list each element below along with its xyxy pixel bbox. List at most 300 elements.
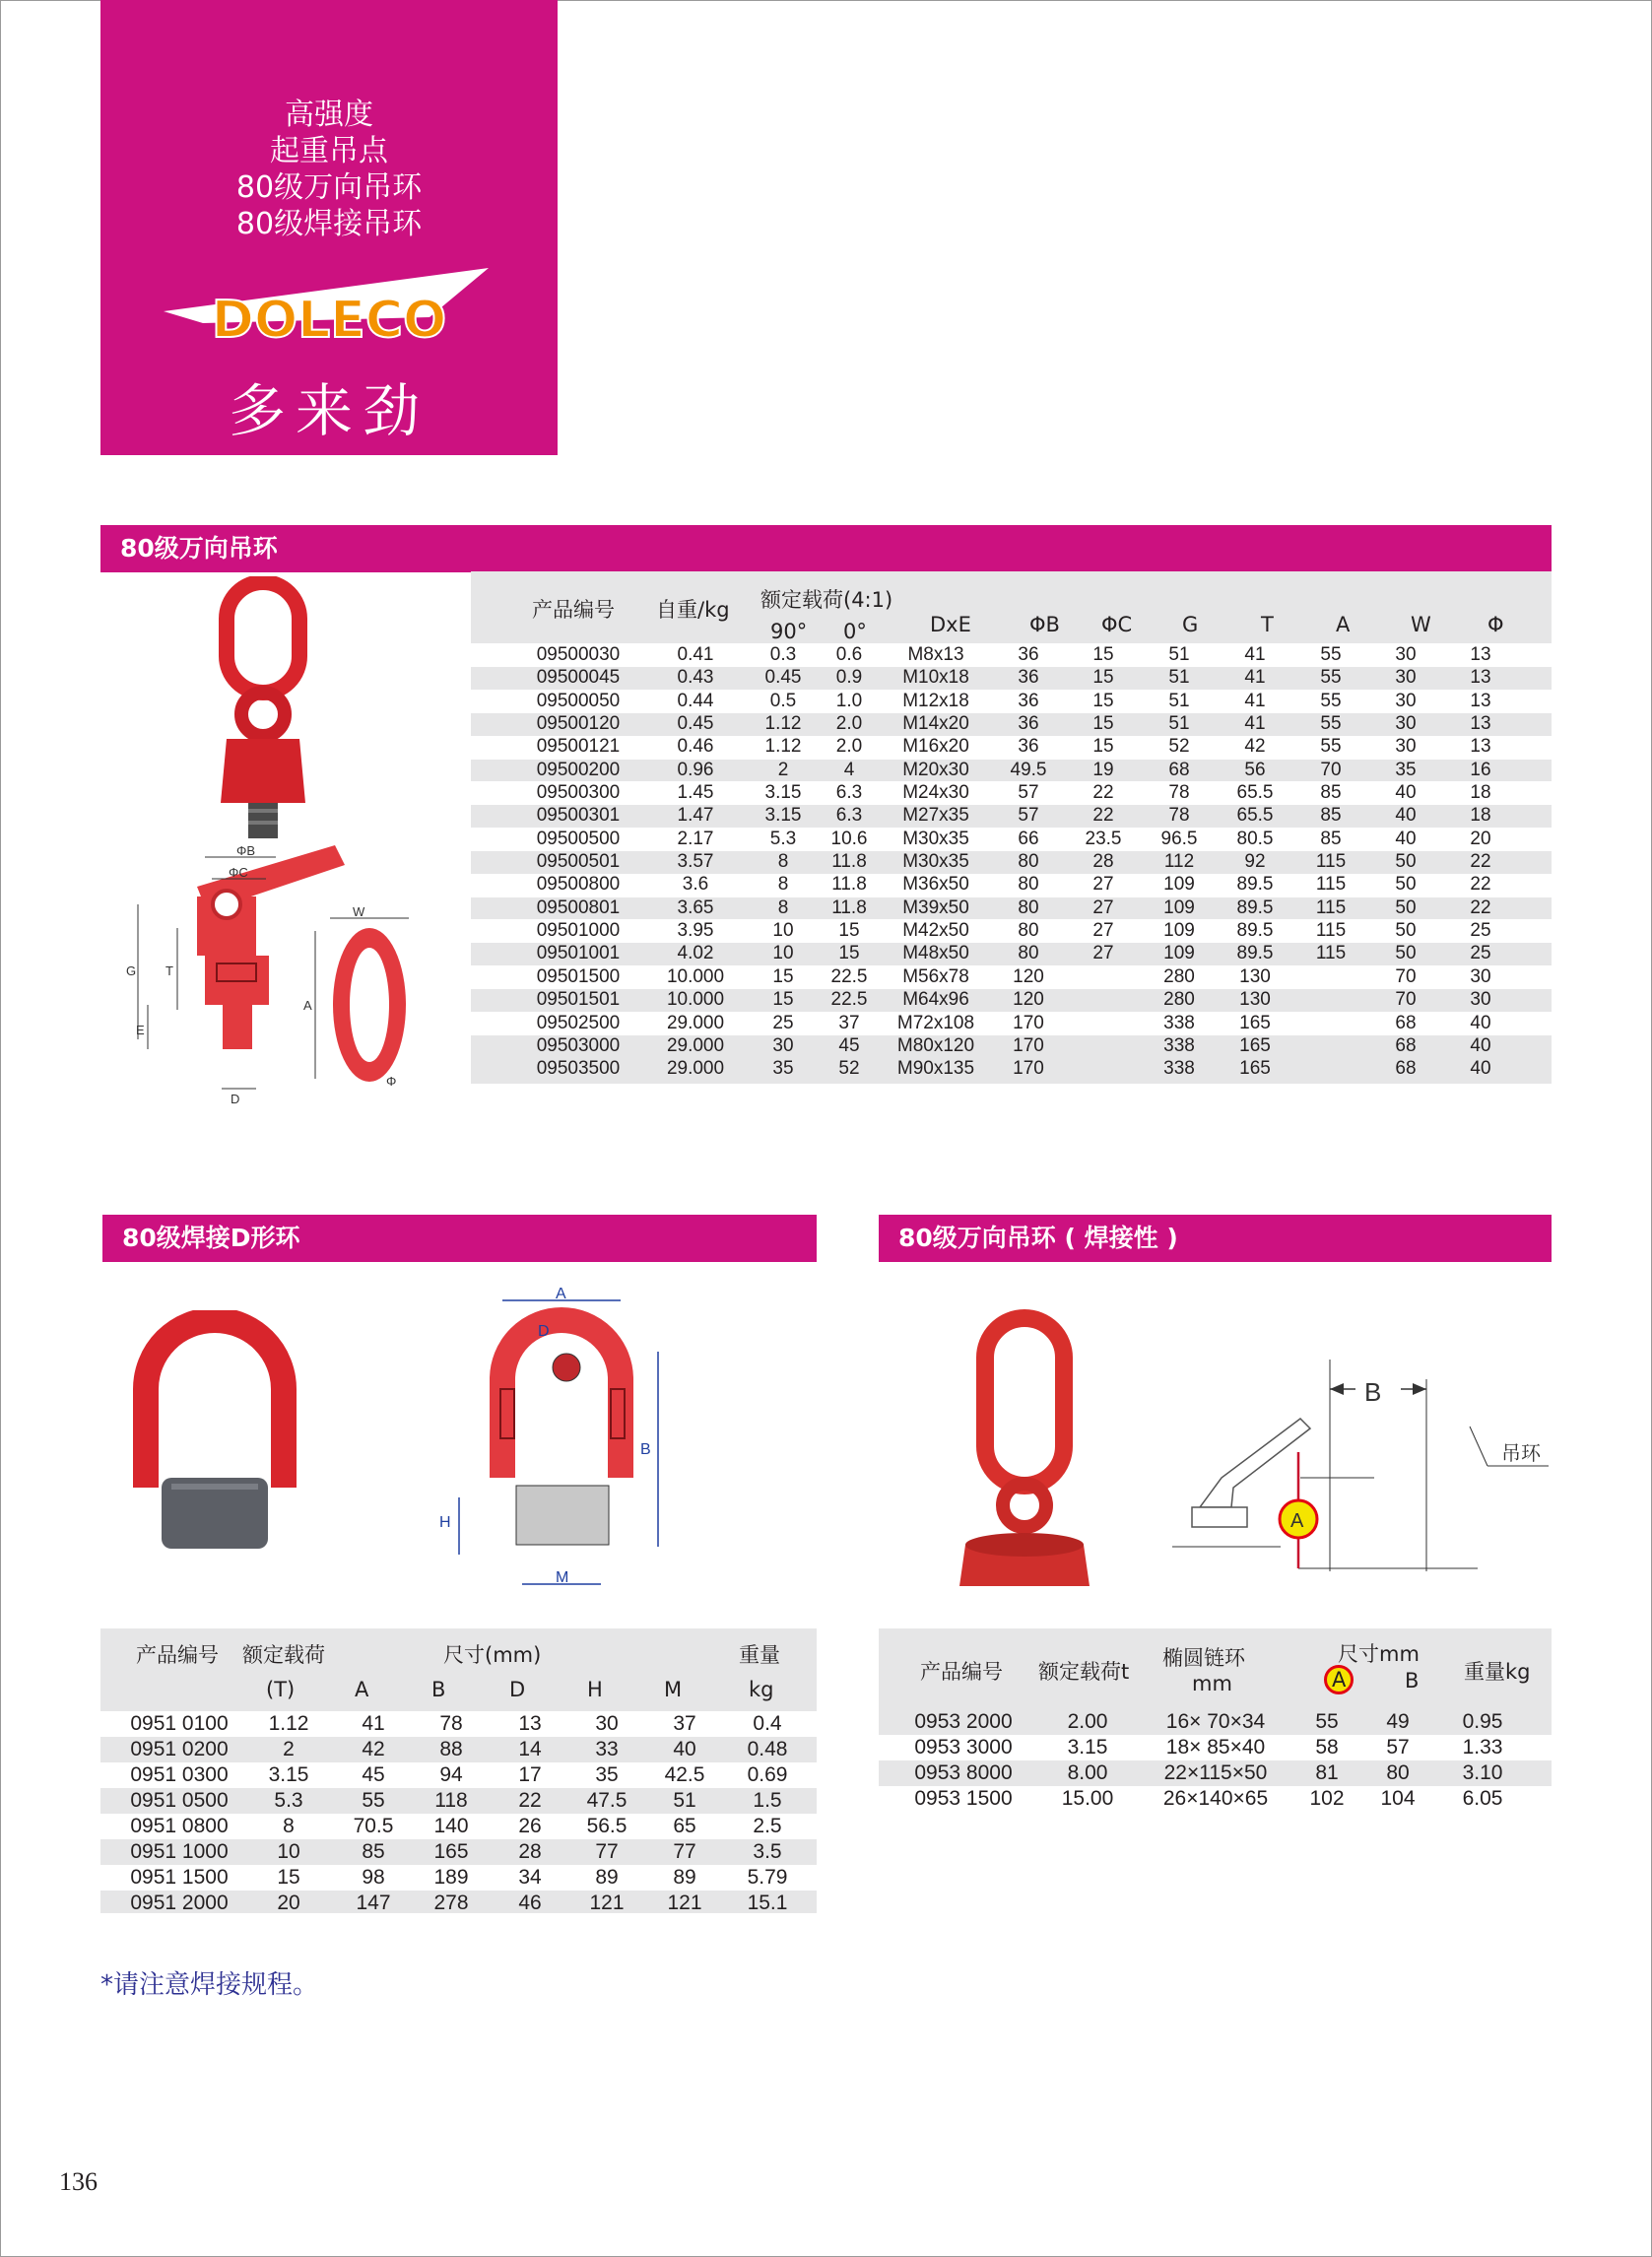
table-cell: 0953 2000 [914,1710,1013,1733]
table-cell: 8 [283,1815,295,1837]
table-cell: 34 [518,1866,542,1889]
table-cell: 15 [277,1866,300,1889]
table-cell: 13 [1470,644,1491,665]
table-cell: 35 [772,1058,794,1080]
table-cell: 120 [1013,989,1044,1011]
t3-header-chain-unit: mm [1192,1672,1232,1695]
table-cell: 0951 1000 [130,1840,229,1863]
table-cell: 68 [1395,1058,1417,1080]
table-cell: 13 [1470,713,1491,735]
label-a: A [556,1286,566,1302]
table-cell: M56x78 [902,965,969,987]
table-cell: 80 [1386,1761,1410,1784]
table-cell: 55 [1320,690,1342,711]
table-cell: 109 [1163,943,1195,964]
table-cell: 115 [1315,874,1347,896]
table-cell: 56.5 [586,1815,628,1837]
table-cell: 52 [838,1058,860,1080]
t2-header-size: 尺寸(mm) [443,1643,542,1667]
table-cell: M36x50 [902,874,969,896]
table-cell: 36 [1018,690,1039,711]
table-cell: 0.46 [677,736,714,758]
table-cell: 0.69 [747,1763,788,1786]
table-cell: 2.00 [1067,1710,1108,1733]
table-cell: 68 [1395,1012,1417,1033]
section-title-bar: 80级万向吊环 ( 焊接性 ) [879,1215,1552,1262]
t2-header-weight: 重量 [739,1643,780,1667]
table-cell [1064,1012,1143,1034]
table-cell: 85 [1320,782,1342,804]
swivel-hoist-ring-photo [209,576,317,857]
table-cell: 42 [362,1738,385,1760]
table-cell: 10 [772,920,794,942]
table-cell: 09503500 [536,1058,621,1080]
table-cell: 22×115×50 [1163,1761,1268,1784]
table-cell: 3.15 [268,1763,309,1786]
table-cell: 30 [772,1034,794,1056]
t3-header-code: 产品编号 [920,1660,1003,1684]
table-cell: 130 [1239,965,1271,987]
table-cell: 0.5 [769,690,797,711]
table-cell: 65.5 [1236,805,1274,827]
table-cell: M90x135 [896,1058,975,1080]
table-row [512,1012,1517,1034]
table-cell: 09502500 [536,1012,621,1033]
table-cell: 20 [1470,828,1491,849]
table-cell: 0953 8000 [914,1761,1013,1784]
table-row [118,1788,812,1814]
table-cell: 78 [439,1712,463,1735]
t1-header-90: 90° [770,620,808,643]
table-cell [1064,1057,1143,1080]
table-row [512,690,1517,712]
table-cell: 2 [777,759,789,780]
d-ring-technical-drawing [433,1281,670,1601]
table-cell: 55 [1320,736,1342,758]
table-cell: 36 [1018,644,1039,665]
table-cell: 18 [1470,805,1491,827]
table-cell: M10x18 [902,667,969,689]
table-cell: 121 [667,1892,702,1914]
table-cell: 51 [1168,644,1190,665]
table-cell: 1.5 [753,1789,782,1812]
table-cell: 0951 0500 [130,1789,229,1812]
table-cell: 4 [843,759,855,780]
table-cell: 0953 3000 [914,1736,1013,1759]
table-cell: 09500801 [536,896,621,918]
table-cell: 09501500 [536,965,621,987]
table-cell: 0.45 [677,713,714,735]
table-cell: 09500030 [536,644,621,665]
label-h: H [439,1514,451,1531]
table-cell: 0951 1500 [130,1866,229,1889]
table-cell: M16x20 [902,736,969,758]
table-cell: 10 [772,943,794,964]
table-cell: M48x50 [902,943,969,964]
label-g: G [126,963,137,978]
table-cell: 8 [777,874,789,896]
table-cell: 57 [1018,782,1039,804]
table-cell: 58 [1315,1736,1339,1759]
table-cell: 0.48 [747,1738,788,1760]
table-cell: 30 [1470,965,1491,987]
table-cell: 77 [595,1840,619,1863]
table-cell: 2.0 [835,736,863,758]
hero-line: 起重吊点 [270,134,388,168]
table-cell: 30 [1395,667,1417,689]
table-row [512,965,1517,988]
table-cell: 13 [1470,736,1491,758]
table-cell: 15 [838,920,860,942]
table-cell: 0.95 [1462,1710,1503,1733]
table-cell: 338 [1163,1012,1195,1033]
table-row [512,735,1517,758]
table-cell: 26×140×65 [1162,1787,1269,1810]
table-cell: M8x13 [907,644,964,665]
label-b: B [640,1441,651,1458]
table-row [118,1711,812,1737]
label-a: A [1290,1510,1304,1532]
table-cell: 80 [1018,943,1039,964]
table-cell: 0.41 [677,644,714,665]
hero-line: 高强度 [285,98,373,132]
table-cell: 85 [362,1840,385,1863]
table-cell: 13 [1470,690,1491,711]
label-m: M [556,1569,569,1586]
table-cell: 130 [1239,989,1271,1011]
table-cell: 92 [1244,851,1266,873]
table-cell: 09500200 [536,759,621,780]
table-cell [1294,965,1367,988]
table-cell: 26 [518,1815,542,1837]
table-row [512,643,1517,666]
t2-header-code: 产品编号 [136,1643,219,1667]
table-cell: 85 [1320,828,1342,849]
table-cell: 22.5 [830,965,868,987]
table-cell: 09501501 [536,989,621,1011]
table-row [118,1891,812,1916]
table-cell: 40 [1470,1058,1491,1080]
swivel-technical-drawing [118,837,433,1128]
table-cell: M42x50 [902,920,969,942]
table-cell: 22 [1092,782,1114,804]
table-cell: 118 [434,1789,468,1812]
table-cell: 16× 70×34 [1165,1710,1266,1733]
table-cell: 115 [1315,920,1347,942]
table-cell: 35 [595,1763,619,1786]
label-w: W [353,904,365,919]
table-cell: 112 [1163,851,1195,873]
table-cell: 170 [1013,1034,1044,1056]
t2-header-b: B [431,1678,446,1701]
table-cell: 10.000 [666,989,725,1011]
table-cell: 51 [673,1789,696,1812]
table-row [896,1786,1537,1812]
table-row [512,712,1517,735]
table-cell [1294,1057,1367,1080]
table-cell: 45 [362,1763,385,1786]
table-cell: 41 [1244,667,1266,689]
table-row [512,942,1517,964]
table-row [118,1737,812,1762]
table-row [512,666,1517,689]
t1-header-code: 产品编号 [532,598,615,622]
table-cell: 41 [1244,690,1266,711]
table-cell: 30 [1395,736,1417,758]
label-d: D [538,1323,550,1340]
table-cell: 8.00 [1067,1761,1108,1784]
t2-header-m: M [664,1678,683,1701]
t3-header-weight: 重量kg [1464,1660,1531,1684]
table-cell: M39x50 [902,896,969,918]
table-cell: 189 [433,1866,469,1889]
table-cell: 42.5 [664,1763,705,1786]
table-cell: 78 [1168,782,1190,804]
table-cell: 1.12 [764,736,802,758]
table-cell: 89.5 [1236,874,1274,896]
table-cell: 09501001 [536,943,621,964]
table-cell: 33 [595,1738,619,1760]
table-cell: 165 [1239,1012,1271,1033]
table-cell: 70 [1320,759,1342,780]
table-cell: 57 [1386,1736,1410,1759]
table-cell: 0.3 [769,644,797,665]
table-cell: 41 [1244,713,1266,735]
table-cell: 0.96 [677,759,714,780]
table-cell: 40 [673,1738,696,1760]
table-cell: 51 [1168,667,1190,689]
table-cell [1064,1034,1143,1057]
table-cell: 50 [1395,874,1417,896]
table-cell: 6.3 [835,782,863,804]
table-cell: 47.5 [586,1789,628,1812]
table-cell: 40 [1395,828,1417,849]
weldable-swivel-technical-drawing [1162,1350,1556,1581]
table-cell: 68 [1395,1034,1417,1056]
table-cell: 28 [1092,851,1114,873]
table-cell: 80 [1018,874,1039,896]
t3-header-chain: 椭圆链环 [1162,1646,1245,1670]
table-cell [1294,1034,1367,1057]
table-cell: 70 [1395,989,1417,1011]
table-cell: 0.44 [677,690,714,711]
table-cell: 1.0 [835,690,863,711]
table-cell: 09500501 [536,851,621,873]
table-cell: 50 [1395,943,1417,964]
table-cell: 40 [1395,805,1417,827]
table-cell: 15 [1092,713,1114,735]
table-cell: 170 [1013,1012,1044,1033]
t1-header-0: 0° [843,620,867,643]
table-cell: 0.6 [835,644,863,665]
table-cell: 55 [1315,1710,1339,1733]
table-cell: 29.000 [666,1058,725,1080]
table-row [118,1865,812,1891]
table-cell: 1.45 [677,782,714,804]
table-cell: 65 [673,1815,696,1837]
table-cell: 09503000 [536,1034,621,1056]
table-cell: 29.000 [666,1012,725,1033]
table-cell: 5.3 [769,828,797,849]
table-cell: 37 [838,1012,860,1033]
table-row [896,1709,1537,1735]
table-cell: 5.3 [274,1789,303,1812]
t2-header-load: 额定载荷 [242,1643,325,1667]
table-cell: 0953 1500 [914,1787,1013,1810]
table-cell: 109 [1163,896,1195,918]
table-cell: 40 [1470,1034,1491,1056]
table-cell: 15 [1092,690,1114,711]
weldable-swivel-ring-photo [946,1308,1103,1599]
swivel-ring-table [512,643,1517,1081]
table-cell: M12x18 [902,690,969,711]
label-d: D [231,1092,240,1106]
table-cell: 09500050 [536,690,621,711]
table-cell: 1.12 [268,1712,309,1735]
table-cell: 115 [1315,851,1347,873]
table-cell: 77 [673,1840,696,1863]
table-cell: 49 [1386,1710,1410,1733]
table-cell: 50 [1395,851,1417,873]
section-title-bar: 80级万向吊环 [100,525,1552,572]
table-cell: 15 [772,989,794,1011]
table-row [512,1057,1517,1080]
table-cell: 23.5 [1085,828,1122,849]
table-cell: 338 [1163,1034,1195,1056]
table-cell: 09500500 [536,828,621,849]
t1-header-load: 额定载荷(4:1) [760,588,893,612]
table-cell: 52 [1168,736,1190,758]
table-cell: M14x20 [902,713,969,735]
table-cell: 09500300 [536,782,621,804]
table-cell: 0.9 [835,667,863,689]
label-ring: 吊环 [1501,1443,1541,1465]
table-cell: 1.33 [1462,1736,1503,1759]
table-cell: 55 [1320,667,1342,689]
weldable-swivel-table [896,1709,1537,1812]
table-cell: 121 [589,1892,625,1914]
table-cell: 6.05 [1462,1787,1503,1810]
table-cell: 89 [595,1866,619,1889]
table-cell: 89.5 [1236,920,1274,942]
table-cell: 10 [277,1840,300,1863]
label-b: B [1364,1377,1382,1407]
table-cell: 0951 0300 [130,1763,229,1786]
table-cell: 22 [518,1789,542,1812]
table-cell: 09500301 [536,805,621,827]
table-cell: 13 [1470,667,1491,689]
table-cell: 8 [777,896,789,918]
table-cell: 0951 0100 [130,1712,229,1735]
t2-header-kg: kg [749,1678,774,1701]
d-ring-table [118,1711,812,1916]
table-cell: M20x30 [902,759,969,780]
table-cell: 89 [673,1866,696,1889]
table-cell: 88 [439,1738,463,1760]
table-cell: 30 [595,1712,619,1735]
table-cell: 55 [362,1789,385,1812]
table-cell [1064,965,1143,988]
table-cell: 25 [1470,943,1491,964]
table-cell: 80 [1018,896,1039,918]
t2-header-h: H [587,1678,603,1701]
t1-header-weight: 自重/kg [656,598,730,622]
table-cell: 17 [518,1763,542,1786]
table-row [896,1735,1537,1760]
table-cell: 109 [1163,920,1195,942]
table-cell: 89.5 [1236,943,1274,964]
table-cell: 15 [772,965,794,987]
table-row [512,781,1517,804]
table-cell: 96.5 [1160,828,1198,849]
table-row [118,1839,812,1865]
table-row [512,919,1517,942]
table-row [118,1762,812,1788]
table-cell: 102 [1309,1787,1345,1810]
table-cell: 36 [1018,736,1039,758]
table-cell: 50 [1395,896,1417,918]
table-cell: M64x96 [902,989,969,1011]
table-cell: 30 [1395,644,1417,665]
table-cell: 1.47 [677,805,714,827]
table-row [896,1760,1537,1786]
table-row [512,873,1517,896]
table-cell: 109 [1163,874,1195,896]
table-cell: 3.95 [677,920,714,942]
table-cell: 51 [1168,713,1190,735]
table-cell: 56 [1244,759,1266,780]
logo-text: DOLECO [211,291,447,350]
table-cell: 80 [1018,920,1039,942]
table-cell: 80 [1018,851,1039,873]
section-title-bar: 80级焊接D形环 [102,1215,817,1262]
table-cell: 11.8 [831,851,867,873]
table-cell: M72x108 [896,1012,975,1033]
label-phi: Φ [386,1074,397,1089]
brand-chinese-name: 多来劲 [228,377,430,444]
hero-line: 80级焊接吊环 [235,207,423,241]
hero-title-lines [100,97,558,242]
table-cell: 22 [1092,805,1114,827]
t2-header-t: (T) [266,1678,296,1701]
table-cell: 45 [838,1034,860,1056]
table-cell: 165 [433,1840,469,1863]
table-row [512,828,1517,850]
table-cell: 15.00 [1061,1787,1114,1810]
table-cell: 0.45 [764,667,802,689]
table-cell: 40 [1470,1012,1491,1033]
t1-header-c: ΦC [1101,613,1133,636]
table-cell: 18× 85×40 [1165,1736,1266,1759]
table-cell: 85 [1320,805,1342,827]
table-cell: 3.15 [1067,1736,1108,1759]
table-cell: 4.02 [677,943,714,964]
table-cell: 49.5 [1010,759,1047,780]
table-cell: 2.17 [677,828,714,849]
table-cell: 68 [1168,759,1190,780]
table-cell: 41 [362,1712,385,1735]
table-row [512,1034,1517,1057]
table-cell: 55 [1320,713,1342,735]
table-cell: 94 [439,1763,463,1786]
table-cell: 22.5 [830,989,868,1011]
table-cell: 115 [1315,896,1347,918]
table-cell: 15 [1092,644,1114,665]
table-cell: 6.3 [835,805,863,827]
table-cell: 09500045 [536,667,621,689]
table-cell: 140 [433,1815,469,1837]
label-t: T [165,963,173,978]
